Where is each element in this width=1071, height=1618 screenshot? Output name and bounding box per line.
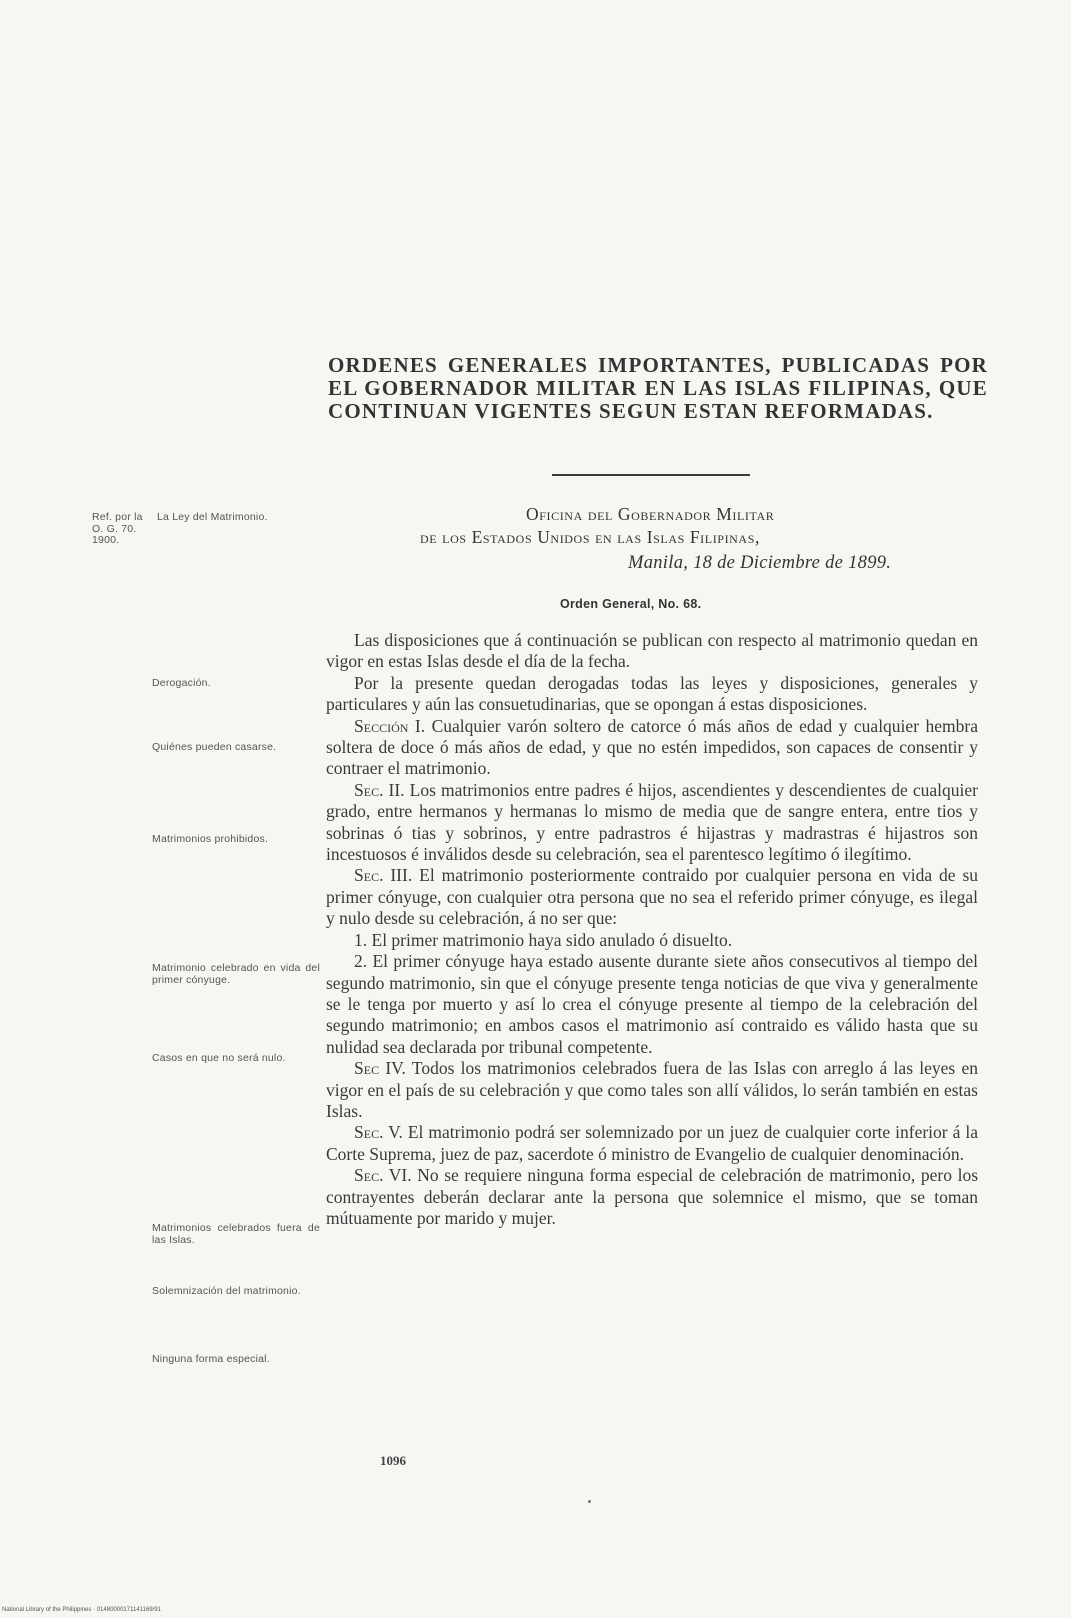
page-title: ORDENES GENERALES IMPORTANTES, PUBLICADAS POR EL GOBERNADOR MILITAR EN LAS ISLAS FILIPINAS, QUE CONTINUAN VIGENTES SEGUN ESTAN REFORMADAS. xyxy=(328,353,988,423)
case-2: 2. El primer cónyuge haya estado ausente durante siete años consecutivos al tiempo del segundo matrimonio, sin que el cónyuge presente tenga noticias de que viva y generalmente se le tenga por muerto y así lo crea el cónyuge presente al tiempo de la celebración del segundo matrimonio; en ambos casos el matrimonio así contraido es válido hasta que su nulidad sea declarada por tribunal competente. xyxy=(326,951,978,1057)
section-4 xyxy=(326,1058,978,1122)
margin-note-solemnizacion: Solemnización del matrimonio. xyxy=(152,1285,301,1297)
main-text xyxy=(326,630,978,1229)
section-4-label: Sec IV. xyxy=(354,1058,406,1079)
section-6 xyxy=(326,1165,978,1229)
footer-credit: National Library of the Philippines · 01480000171141169/91 xyxy=(2,1607,161,1613)
section-2-label: Sec. II. xyxy=(354,779,405,800)
section-5 xyxy=(326,1122,978,1165)
section-1 xyxy=(326,716,978,780)
section-2-text: Los matrimonios entre padres é hijos, ascendientes y descendientes de cualquier grado, entre hermanos y hermanas lo mismo de media que de sangre entera, entre tios y sobrinas ó tias y sobrinos, y entre padrastros é hijastras y madrastras é hijastros son incestuosos é inválidos desde su celebración, sea el parentesco legítimo ó ilegítimo. xyxy=(326,779,978,865)
margin-note-ref: Ref. por la O. G. 70. 1900. xyxy=(92,511,143,546)
margin-note-derogacion: Derogación. xyxy=(152,677,211,689)
section-3 xyxy=(326,865,978,929)
section-1-text: Cualquier varón soltero de catorce ó más años de edad y cualquier hembra soltera de doce ó más años de edad, y que no estén impedidos, son capaces de consentir y contraer el matrimonio. xyxy=(326,715,978,779)
margin-note-celebrado: Matrimonio celebrado en vida del primer cónyuge. xyxy=(152,962,320,986)
section-1-label: Sección I. xyxy=(354,715,426,736)
section-3-text: El matrimonio posteriormente contraido por cualquier persona en vida de su primer cónyuge, con cualquier otra persona que no sea el referido primer cónyuge, es ilegal y nulo desde su celebración, á no ser que: xyxy=(326,865,978,929)
paragraph-derogacion: Por la presente quedan derogadas todas las leyes y disposiciones, generales y particulares y aún las consuetudinarias, que se opongan á estas disposiciones. xyxy=(326,672,978,715)
section-5-text: El matrimonio podrá ser solemnizado por un juez de cualquier corte inferior á la Corte Suprema, juez de paz, sacerdote ó ministro de Evangelio de cualquier denominación. xyxy=(326,1122,978,1164)
margin-note-fuera: Matrimonios celebrados fuera de las Islas. xyxy=(152,1222,320,1246)
office-line-2: de los Estados Unidos en las Islas Filipinas, xyxy=(420,527,760,547)
title-rule xyxy=(552,474,750,476)
office-date: Manila, 18 de Diciembre de 1899. xyxy=(628,553,892,573)
section-6-text: No se requiere ninguna forma especial de celebración de matrimonio, pero los contrayentes deberán declarar ante la persona que solemnice el mismo, que se toman mútuamente por marido y mujer. xyxy=(326,1165,979,1228)
section-2 xyxy=(326,780,978,866)
margin-note-prohibidos: Matrimonios prohibidos. xyxy=(152,833,269,845)
section-6-label: Sec. VI. xyxy=(354,1165,412,1186)
page-number: 1096 xyxy=(380,1453,406,1468)
office-line-1: Oficina del Gobernador Militar xyxy=(526,504,775,524)
section-5-label: Sec. V. xyxy=(354,1122,403,1143)
paragraph-intro: Las disposiciones que á continuación se publican con respecto al matrimonio quedan en vigor en estas Islas desde el día de la fecha. xyxy=(326,630,978,672)
order-title: Orden General, No. 68. xyxy=(560,597,702,611)
margin-note-casos: Casos en que no será nulo. xyxy=(152,1052,286,1064)
section-4-text: Todos los matrimonios celebrados fuera de las Islas con arreglo á las leyes en vigor en el país de su celebración y que como tales son allí válidos, lo serán también en estas Islas. xyxy=(326,1058,978,1121)
margin-note-ninguna: Ninguna forma especial. xyxy=(152,1353,270,1365)
section-3-label: Sec. III. xyxy=(354,865,413,886)
margin-note-quienes: Quiénes pueden casarse. xyxy=(152,741,277,753)
margin-note-ley: La Ley del Matrimonio. xyxy=(157,511,268,523)
case-1: 1. El primer matrimonio haya sido anulado ó disuelto. xyxy=(354,929,733,950)
speck xyxy=(588,1500,591,1503)
